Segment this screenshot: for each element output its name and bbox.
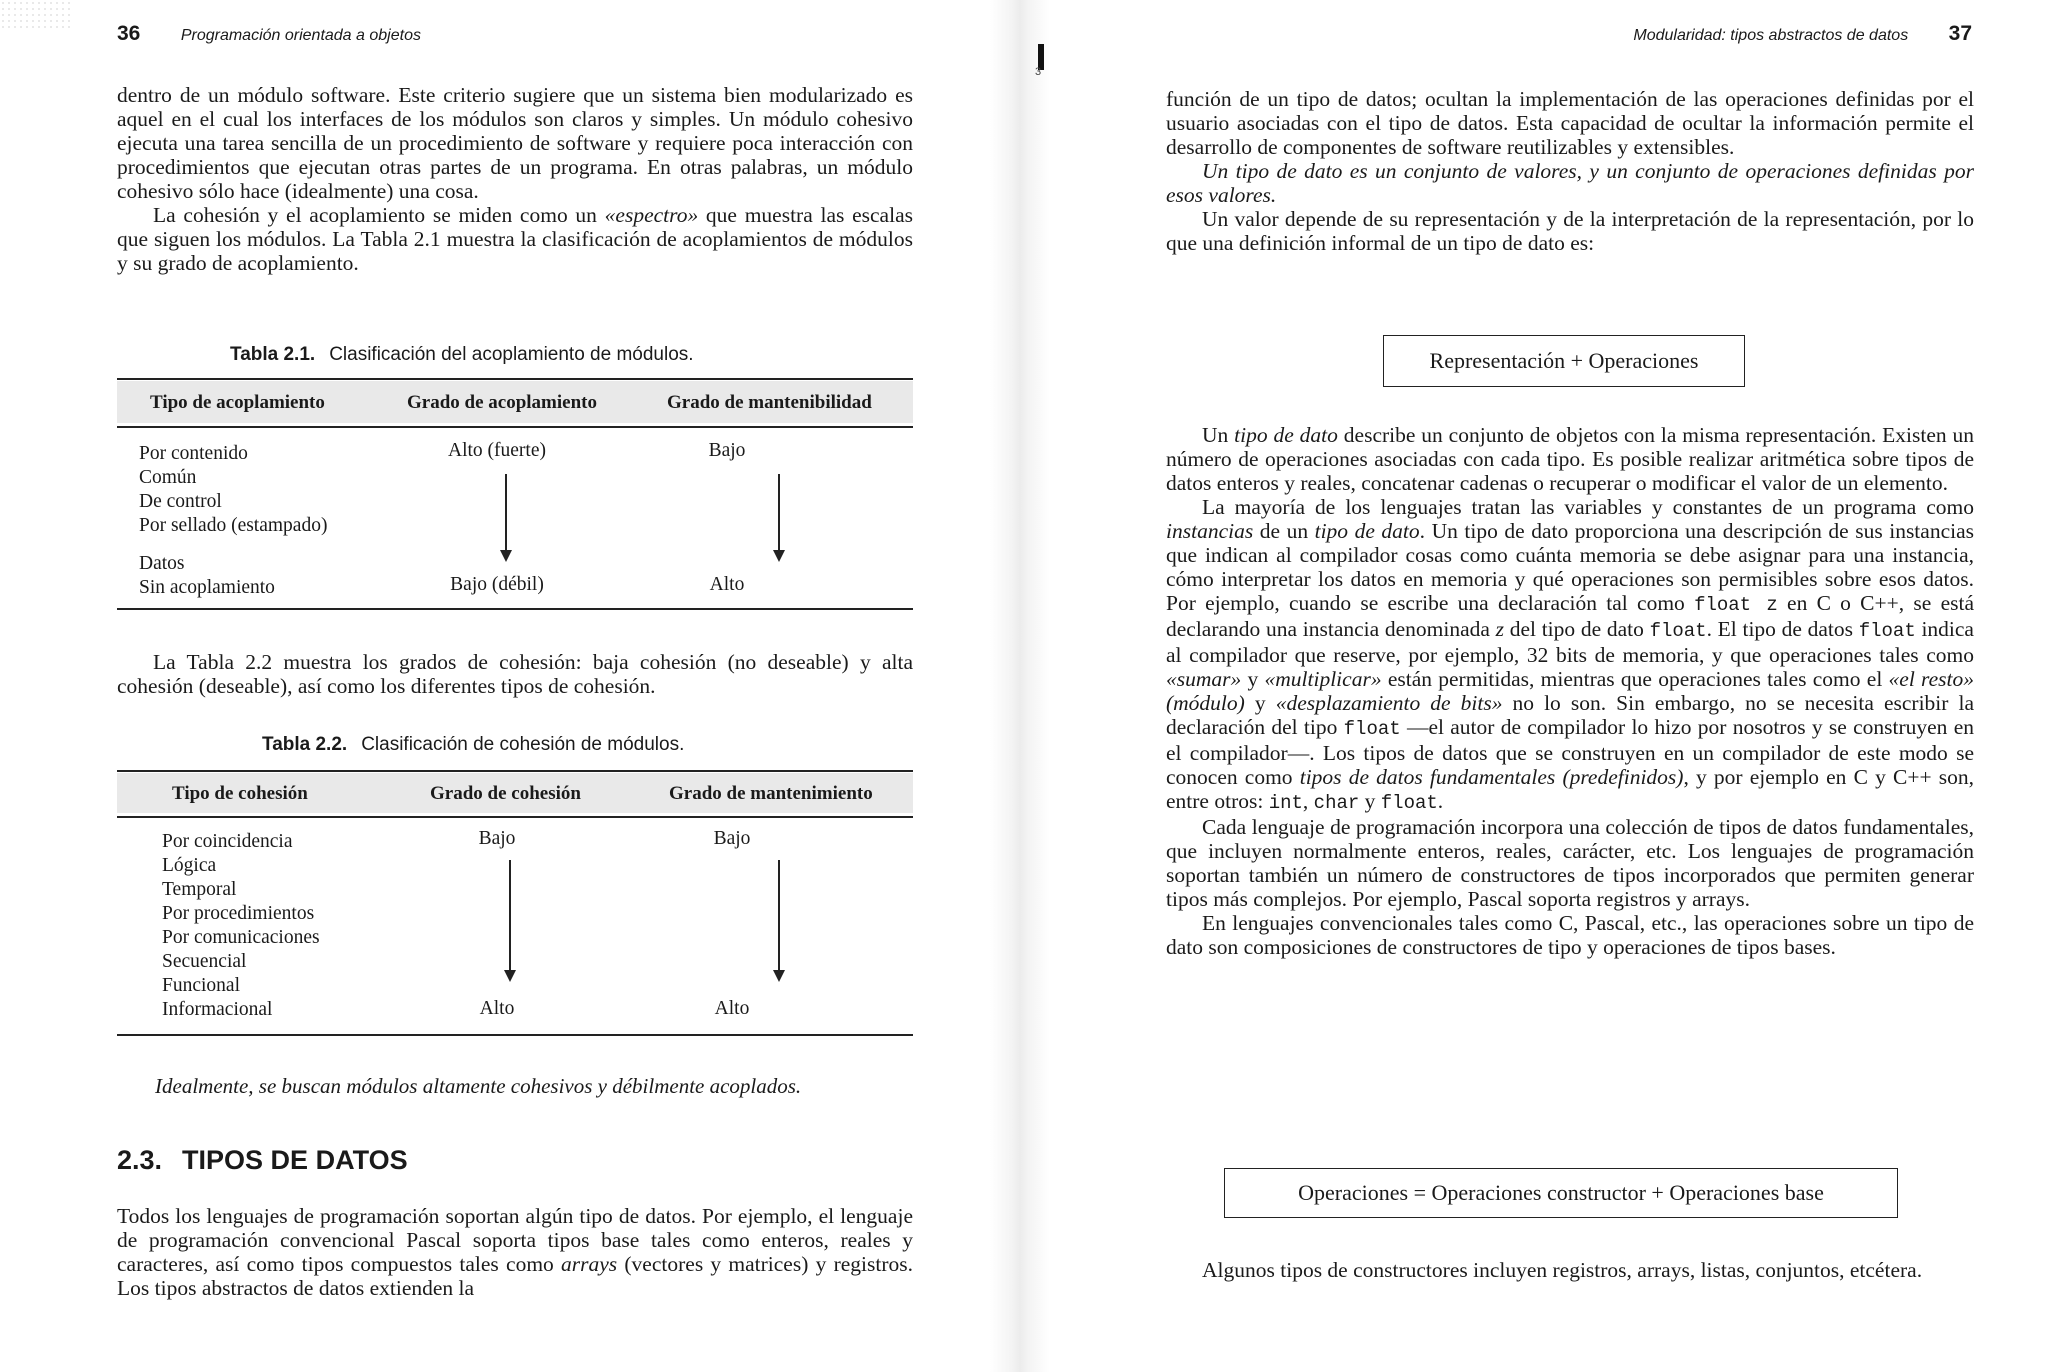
table-rule (117, 378, 913, 380)
column-header: Grado de mantenimiento (669, 783, 873, 804)
page-number: 36 (117, 22, 141, 45)
table-row: Por contenido (139, 443, 248, 464)
left-header (117, 22, 421, 46)
left-body-top (117, 83, 913, 275)
arrow-down-icon (509, 860, 511, 980)
definition: Un tipo de dato es un conjunto de valores, y un conjunto de operaciones definidas por esos valores. (1166, 159, 1974, 207)
table-row: Secuencial (162, 951, 247, 972)
paragraph: Todos los lenguajes de programación soportan algún tipo de datos. Por ejemplo, el lenguaje de programación convencional Pascal soporta tipos base tales como enteros, reales y caracteres, así como tipos compuestos tales como arrays (vectores y matrices) y registros. Los tipos abstractos de datos extienden la (117, 1204, 913, 1300)
table-row: Por coincidencia (162, 831, 293, 852)
running-title: Programación orientada a objetos (180, 27, 421, 44)
arrow-down-icon (505, 474, 507, 560)
paragraph: En lenguajes convencionales tales como C, Pascal, etc., las operaciones sobre un tipo de dato son composiciones de constructores de tipo y operaciones de tipos bases. (1166, 911, 1974, 959)
maintainability-top: Bajo (708, 440, 746, 461)
emphasis-statement: Idealmente, se buscan módulos altamente cohesivos y débilmente acoplados. (155, 1074, 802, 1098)
page-number: 37 (1948, 22, 1972, 45)
table-row: Sin acoplamiento (139, 577, 275, 598)
table-cohesion (117, 770, 913, 1040)
formula-box: Operaciones = Operaciones constructor + Operaciones base (1224, 1168, 1898, 1218)
running-title: Modularidad: tipos abstractos de datos (1633, 27, 1909, 44)
formula-box: Representación + Operaciones (1383, 335, 1745, 387)
right-body-top (1166, 87, 1974, 255)
column-header: Tipo de cohesión (172, 783, 308, 804)
table-row: Datos (139, 553, 185, 574)
paragraph: La mayoría de los lenguajes tratan las variables y constantes de un programa como instancias de un tipo de dato. Un tipo de dato proporciona una descripción de sus instancias que indican al compilador cosas como cuánta memoria se debe asignar para una instancia, cómo interpretar los datos en memoria y qué operaciones son permisibles sobre esos datos. Por ejemplo, cuando se escribe una declaración tal como float z en C o C++, se está declarando una instancia denominada z del tipo de dato float. El tipo de datos float indica al compilador que reserve, por ejemplo, 32 bits de memoria, y que operaciones tales como «sumar» y «multiplicar» están permitidas, mientras que operaciones tales como el «el resto» (módulo) y «desplazamiento de bits» no lo son. Sin embargo, no se necesita escribir la declaración del tipo float —el autor de compilador lo hizo por nosotros y se construyen en el compilador—. Los tipos de datos que se construyen en un compilador de este modo se conocen como tipos de datos fundamentales (predefinidos), y por ejemplo en C y C++ son, entre otros: int, char y float. (1166, 495, 1975, 814)
degree-bottom: Bajo (débil) (450, 574, 544, 595)
arrow-down-icon (778, 474, 780, 560)
left-page (0, 0, 1010, 1372)
right-header (1010, 22, 1972, 46)
right-body-bottom (1166, 1258, 1974, 1282)
column-header: Grado de acoplamiento (407, 392, 597, 413)
table-row: Por sellado (estampado) (139, 515, 328, 536)
left-body-bottom (117, 1204, 913, 1300)
paragraph: Un valor depende de su representación y de la interpretación de la representación, por lo que una definición informal de un tipo de dato es: (1166, 207, 1974, 255)
paragraph: dentro de un módulo software. Este criterio sugiere que un sistema bien modularizado es aquel en el cual los interfaces de los módulos son claros y simples. Un módulo cohesivo ejecuta una tarea sencilla de un procedimiento de software y requiere poca interacción con procedimientos que ejecutan otras partes de un programa. En otras palabras, un módulo cohesivo sólo hace (idealmente) una cosa. (117, 83, 913, 203)
maintainability-bottom: Alto (709, 574, 745, 595)
paragraph: La cohesión y el acoplamiento se miden como un «espectro» que muestra las escalas que siguen los módulos. La Tabla 2.1 muestra la clasificación de acoplamientos de módulos y su grado de acoplamiento. (117, 203, 913, 275)
table-coupling (117, 378, 913, 613)
degree-top: Bajo (478, 828, 516, 849)
paragraph: función de un tipo de datos; ocultan la implementación de las operaciones definidas por el usuario asociadas con el tipo de datos. Esta capacidad de ocultar la información permite el desarrollo de componentes de software reutilizables y extensibles. (1166, 87, 1974, 159)
gutter-number: 3 (1035, 66, 1042, 78)
table-row: Lógica (162, 855, 217, 876)
table-row: Informacional (162, 999, 273, 1020)
table-row: De control (139, 491, 222, 512)
table-rule (117, 1034, 913, 1036)
arrow-down-icon (778, 860, 780, 980)
table-row: Temporal (162, 879, 237, 900)
column-header: Tipo de acoplamiento (150, 392, 325, 413)
left-body-mid (117, 650, 913, 698)
right-page (1010, 0, 2048, 1372)
table-caption: Tabla 2.2. Clasificación de cohesión de módulos. (262, 734, 685, 755)
table-rule (117, 816, 913, 818)
maintenance-top: Bajo (713, 828, 751, 849)
maintenance-bottom: Alto (714, 998, 750, 1019)
degree-bottom: Alto (479, 998, 515, 1019)
table-caption: Tabla 2.1. Clasificación del acoplamiento de módulos. (230, 344, 694, 365)
paragraph: Un tipo de dato describe un conjunto de objetos con la misma representación. Existen un número de operaciones asociadas con cada tipo. Es posible realizar aritmética sobre tipos de datos enteros y reales, concatenar cadenas o recuperar o modificar el valor de un elemento. (1166, 423, 1974, 495)
paragraph: Cada lenguaje de programación incorpora una colección de tipos de datos fundamentales, que incluyen normalmente enteros, reales, carácter, etc. Los lenguajes de programación soportan también un número de constructores de tipos incorporados que permiten generar tipos más complejos. Por ejemplo, Pascal soporta registros y arrays. (1166, 815, 1974, 911)
table-row: Por comunicaciones (162, 927, 320, 948)
table-rule (117, 608, 913, 610)
degree-top: Alto (fuerte) (448, 440, 546, 461)
table-rule (117, 770, 913, 772)
table-row: Común (139, 467, 197, 488)
column-header: Grado de cohesión (430, 783, 581, 804)
section-heading: 2.3. TIPOS DE DATOS (117, 1145, 408, 1175)
right-body-main (1166, 423, 1974, 959)
table-row: Por procedimientos (162, 903, 315, 924)
column-header: Grado de mantenibilidad (667, 392, 872, 413)
paragraph: La Tabla 2.2 muestra los grados de cohesión: baja cohesión (no deseable) y alta cohesión (deseable), así como los diferentes tipos de cohesión. (117, 650, 913, 698)
paragraph: Algunos tipos de constructores incluyen registros, arrays, listas, conjuntos, etcétera. (1202, 1258, 1923, 1282)
table-row: Funcional (162, 975, 240, 996)
table-rule (117, 426, 913, 428)
